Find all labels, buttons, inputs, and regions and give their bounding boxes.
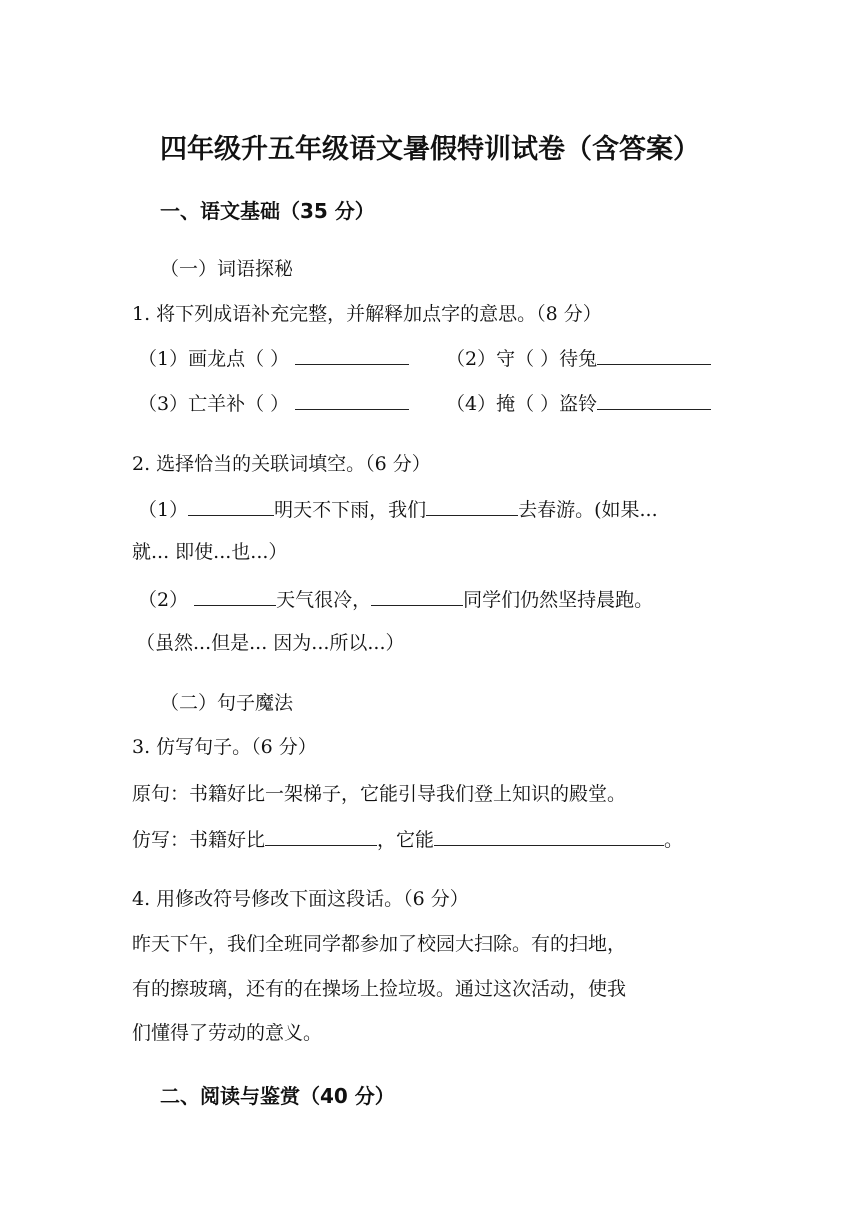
part-heading-2: （二）句子魔法 [160,692,294,714]
answer-blank[interactable] [371,587,463,606]
page-title: 四年级升五年级语文暑假特训试卷（含答案） [160,134,700,165]
section-heading-1: 一、语文基础（35 分） [160,199,375,223]
answer-blank[interactable] [597,391,711,410]
question-3-imitation: 仿写：书籍好比 ，它能 。 [132,829,684,851]
answer-blank[interactable] [434,827,664,846]
question-3-stem: 3. 仿写句子。（6 分） [132,736,317,758]
question-2-line-4: （虽然...但是... 因为...所以...） [136,632,405,654]
question-4-para-3: 们懂得了劳动的意义。 [132,1022,323,1044]
question-3-original: 原句：书籍好比一架梯子，它能引导我们登上知识的殿堂。 [132,783,627,805]
question-4-para-1: 昨天下午，我们全班同学都参加了校园大扫除。有的扫地， [132,933,627,955]
question-2-line-3: （2） 天气很冷， 同学们仍然坚持晨跑。 [138,589,654,611]
question-4-para-2: 有的擦玻璃，还有的在操场上捡垃圾。通过这次活动，使我 [132,978,627,1000]
answer-blank[interactable] [295,391,409,410]
idiom-4: （4）掩（ ）盗铃 [446,391,711,416]
question-2-line-2: 就... 即使...也...） [132,541,288,563]
part-heading-1: （一）词语探秘 [160,258,294,280]
question-4-stem: 4. 用修改符号修改下面这段话。（6 分） [132,888,469,910]
answer-blank[interactable] [597,346,711,365]
answer-blank[interactable] [194,587,276,606]
question-2-stem: 2. 选择恰当的关联词填空。（6 分） [132,453,431,475]
section-heading-2: 二、阅读与鉴赏（40 分） [160,1084,395,1108]
idiom-3: （3）亡羊补（ ） [138,391,409,416]
question-2-line-1: （1） 明天不下雨，我们 去春游。(如果... [138,499,658,521]
answer-blank[interactable] [295,346,409,365]
answer-blank[interactable] [265,827,377,846]
idiom-1: （1）画龙点（ ） [138,346,409,371]
answer-blank[interactable] [426,497,518,516]
idiom-2: （2）守（ ）待兔 [446,346,711,371]
answer-blank[interactable] [188,497,274,516]
question-1-stem: 1. 将下列成语补充完整，并解释加点字的意思。（8 分） [132,303,602,325]
